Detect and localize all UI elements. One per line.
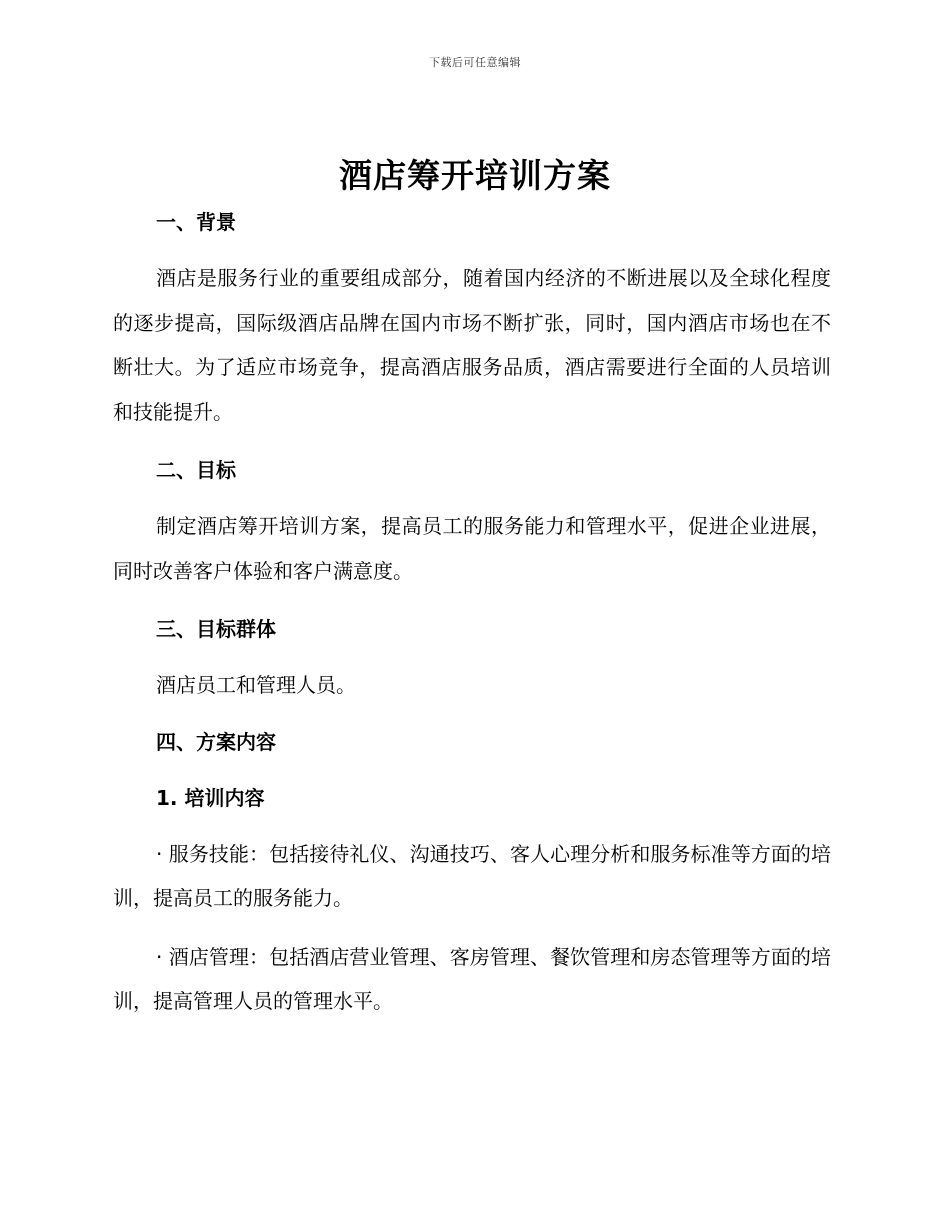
sub-heading-training-content: 1. 培训内容	[156, 785, 265, 810]
section-text-goal: 制定酒店筹开培训方案，提高员工的服务能力和管理水平，促进企业进展，同时改善客户体验和客户满意度。	[113, 514, 831, 583]
section-heading-background: 一、背景	[156, 210, 236, 234]
list-item: · 服务技能：包括接待礼仪、沟通技巧、客人心理分析和服务标准等方面的培训，提高员工的服务能力。	[113, 841, 831, 910]
section-heading-goal: 二、目标	[156, 458, 236, 482]
header-note: 下载后可任意编辑	[429, 56, 521, 69]
section-text-target-group: 酒店员工和管理人员。	[156, 673, 356, 697]
section-heading-target-group: 三、目标群体	[156, 617, 276, 641]
list-item: · 酒店管理：包括酒店营业管理、客房管理、餐饮管理和房态管理等方面的培训，提高管理人员的管理水平。	[113, 944, 831, 1013]
section-heading-plan: 四、方案内容	[156, 729, 276, 754]
section-text-background: 酒店是服务行业的重要组成部分，随着国内经济的不断进展以及全球化程度的逐步提高，国际级酒店品牌在国内市场不断扩张，同时，国内酒店市场也在不断壮大。为了适应市场竞争，提高酒店服务品质，酒店需要进行全面的人员培训和技能提升。	[113, 266, 831, 424]
document-body	[113, 200, 831, 1024]
document-title: 酒店筹开培训方案	[339, 156, 611, 195]
